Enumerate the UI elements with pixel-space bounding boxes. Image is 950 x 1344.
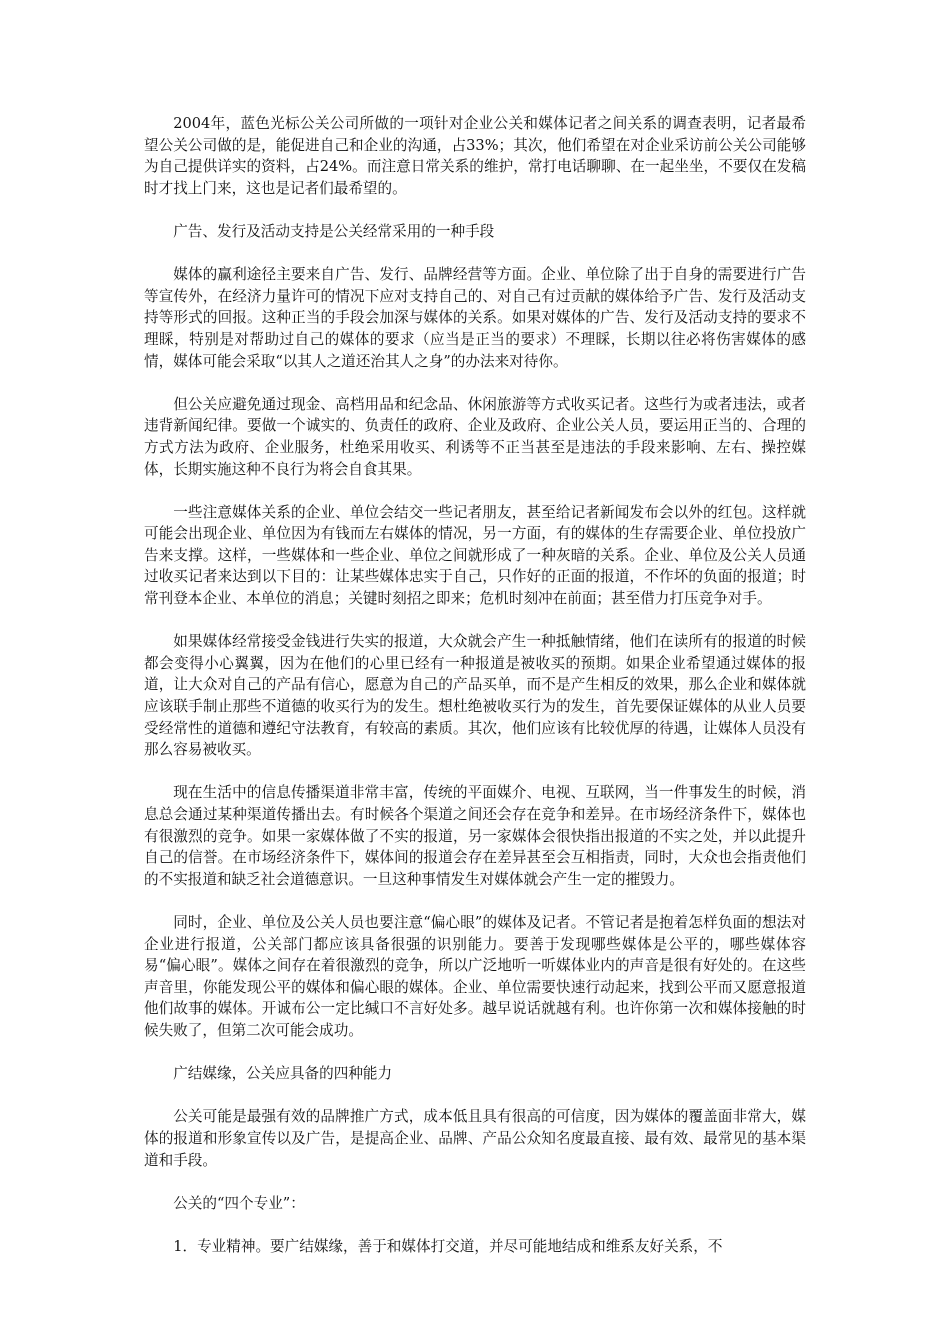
paragraph-grey-relations: 一些注意媒体关系的企业、单位会结交一些记者朋友，甚至给记者新闻发布会以外的红包。这样就可能会出现企业、单位因为有钱而左右媒体的情况，另一方面，有的媒体的生存需要企业、单位投放广告来支撑。这样，一些媒体和一些企业、单位之间就形成了一种灰暗的关系。企业、单位及公关人员通过收买记者来达到以下目的：让某些媒体忠实于自己，只作好的正面的报道，不作坏的负面的报道；时常刊登本企业、本单位的消息；关键时刻招之即来；危机时刻冲在前面；甚至借力打压竞争对手。 xyxy=(144,503,806,608)
section-heading-four-abilities: 广结媒缘，公关应具备的四种能力 xyxy=(173,1065,393,1083)
paragraph-biased-media: 同时，企业、单位及公关人员也要注意“偏心眼”的媒体及记者。不管记者是抱着怎样负面的想法对企业进行报道，公关部门都应该具备很强的识别能力。要善于发现哪些媒体是公平的，哪些媒体容易“偏心眼”。媒体之间存在着很激烈的竞争，所以广泛地听一听媒体业内的声音是很有好处的。在这些声音里，你能发现公平的媒体和偏心眼的媒体。企业、单位需要快速行动起来，找到公平而又愿意报道他们故事的媒体。开诚布公一定比缄口不言好处多。越早说话就越有利。也许你第一次和媒体接触的时候失败了，但第二次可能会成功。 xyxy=(144,913,806,1039)
paragraph-false-reports: 如果媒体经常接受金钱进行失实的报道，大众就会产生一种抵触情绪，他们在读所有的报道的时候都会变得小心翼翼，因为在他们的心里已经有一种报道是被收买的预期。如果企业希望通过媒体的报道，让大众对自己的产品有信心，愿意为自己的产品买单，而不是产生相反的效果，那么企业和媒体就应该联手制止那些不道德的收买行为的发生。想杜绝被收买行为的发生，首先要保证媒体的从业人员要受经常性的道德和遵纪守法教育，有较高的素质。其次，他们应该有比较优厚的待遇，让媒体人员没有那么容易被收买。 xyxy=(144,633,806,759)
paragraph-survey: 2004年，蓝色光标公关公司所做的一项针对企业公关和媒体记者之间关系的调查表明，记者最希望公关公司做的是，能促进自己和企业的沟通，占33%；其次，他们希望在对企业采访前公关公司能够为自己提供详实的资料，占24%。而注意日常关系的维护，常打电话聊聊、在一起坐坐，不要仅在发稿时才找上门来，这也是记者们最希望的。 xyxy=(144,115,806,197)
paragraph-information-channels: 现在生活中的信息传播渠道非常丰富，传统的平面媒介、电视、互联网，当一件事发生的时候，消息总会通过某种渠道传播出去。有时候各个渠道之间还会存在竞争和差异。在市场经济条件下，媒体也有很激烈的竞争。如果一家媒体做了不实的报道，另一家媒体会很快指出报道的不实之处，并以此提升自己的信誉。在市场经济条件下，媒体间的报道会存在差异甚至会互相指责，同时，大众也会指责他们的不实报道和缺乏社会道德意识。一旦这种事情发生对媒体就会产生一定的摧毁力。 xyxy=(144,784,806,888)
document-page xyxy=(144,113,806,1279)
paragraph-media-revenue: 媒体的赢利途径主要来自广告、发行、品牌经营等方面。企业、单位除了出于自身的需要进行广告等宣传外，在经济力量许可的情况下应对支持自己的、对自己有过贡献的媒体给予广告、发行及活动支持等形式的回报。这种正当的手段会加深与媒体的关系。如果对媒体的广告、发行及活动支持的要求不理睬，特别是对帮助过自己的媒体的要求（应当是正当的要求）不理睬，长期以往必将伤害媒体的感情，媒体可能会采取“以其人之道还治其人之身”的办法来对待你。 xyxy=(144,266,806,370)
section-heading-advertising: 广告、发行及活动支持是公关经常采用的一种手段 xyxy=(173,222,495,240)
paragraph-avoid-bribery: 但公关应避免通过现金、高档用品和纪念品、休闲旅游等方式收买记者。这些行为或者违法，或者违背新闻纪律。要做一个诚实的、负责任的政府、企业及政府、企业公关人员，要运用正当的、合理的方式方法为政府、企业服务，杜绝采用收买、利诱等不正当甚至是违法的手段来影响、左右、操控媒体，长期实施这种不良行为将会自食其果。 xyxy=(144,395,806,478)
section-heading-four-specialties: 公关的“四个专业”： xyxy=(173,1194,305,1212)
paragraph-professional-spirit: 1．专业精神。要广结媒缘，善于和媒体打交道，并尽可能地结成和维系友好关系，不 xyxy=(173,1237,723,1255)
paragraph-pr-effectiveness: 公关可能是最强有效的品牌推广方式，成本低且具有很高的可信度，因为媒体的覆盖面非常大，媒体的报道和形象宣传以及广告，是提高企业、品牌、产品公众知名度最直接、最有效、最常见的基本渠道和手段。 xyxy=(144,1108,806,1169)
